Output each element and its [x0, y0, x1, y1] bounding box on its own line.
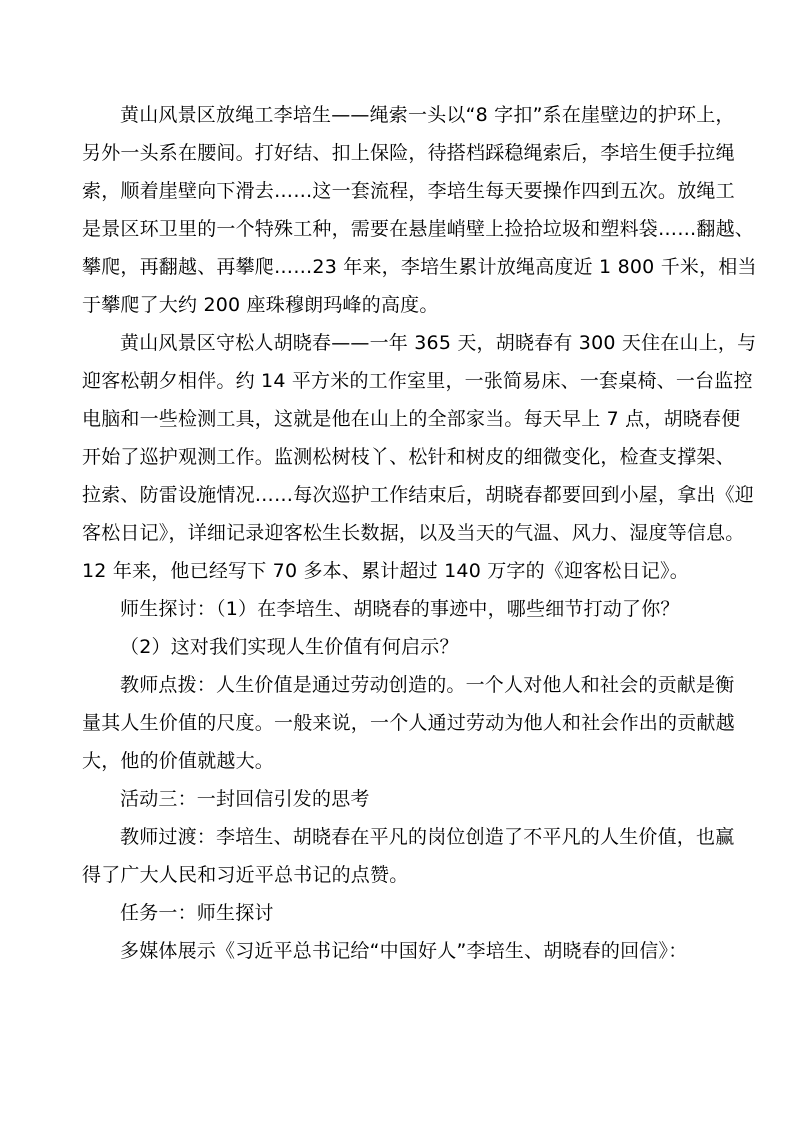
- text-line: 12 年来，他已经写下 70 多本、累计超过 140 万字的《迎客松日记》。: [82, 560, 689, 582]
- text-line: 迎客松朝夕相伴。约 14 平方米的工作室里，一张简易床、一套桌椅、一台监控: [82, 370, 753, 392]
- text-line: 黄山风景区放绳工李培生——绳索一头以“8 字扣”系在崖壁边的护环上，: [120, 104, 735, 126]
- paragraph-teacher-guidance: [82, 666, 735, 780]
- paragraph-hu-xiaochun: [82, 324, 757, 590]
- text-line: 拉索、防雷设施情况……每次巡护工作结束后，胡晓春都要回到小屋，拿出《迎: [82, 484, 755, 506]
- text-line: 教师点拨：人生价值是通过劳动创造的。一个人对他人和社会的贡献是衡: [120, 674, 735, 696]
- text-line: 于攀爬了大约 200 座珠穆朗玛峰的高度。: [82, 294, 439, 316]
- text-line: 客松日记》，详细记录迎客松生长数据，以及当天的气温、风力、湿度等信息。: [82, 522, 745, 544]
- text-line: 活动三：一封回信引发的思考: [120, 788, 370, 810]
- paragraph-task-one: [82, 894, 722, 932]
- text-line: 电脑和一些检测工具，这就是他在山上的全部家当。每天早上 7 点，胡晓春便: [82, 408, 741, 430]
- text-line: 攀爬，再翻越、再攀爬……23 年来，李培生累计放绳高度近 1 800 千米，相当: [82, 256, 757, 278]
- paragraph-teacher-transition: [82, 818, 735, 894]
- text-line: 多媒体展示《习近平总书记给“中国好人”李培生、胡晓春的回信》：: [120, 940, 688, 962]
- text-line: 大，他的价值就越大。: [82, 750, 275, 772]
- paragraph-li-peisheng: [82, 96, 757, 324]
- paragraph-activity-three: [82, 780, 722, 818]
- paragraph-discussion-question-2: [82, 628, 722, 666]
- paragraph-multimedia: [82, 932, 722, 970]
- text-line: 量其人生价值的尺度。一般来说，一个人通过劳动为他人和社会作出的贡献越: [82, 712, 735, 734]
- text-line: 开始了巡护观测工作。监测松树枝丫、松针和树皮的细微变化，检查支撑架、: [82, 446, 735, 468]
- text-line: 索，顺着崖壁向下滑去……这一套流程，李培生每天要操作四到五次。放绳工: [82, 180, 735, 202]
- text-line: 黄山风景区守松人胡晓春——一年 365 天，胡晓春有 300 天住在山上，与: [120, 332, 757, 354]
- document-body: [82, 96, 757, 970]
- paragraph-discussion-question-1: [82, 590, 722, 628]
- text-line: 任务一：师生探讨: [120, 902, 274, 924]
- text-line: 得了广大人民和习近平总书记的点赞。: [82, 864, 409, 886]
- text-line: 是景区环卫里的一个特殊工种，需要在悬崖峭壁上捡拾垃圾和塑料袋……翻越、: [82, 218, 755, 240]
- text-line: （2）这对我们实现人生价值有何启示？: [120, 636, 459, 658]
- text-line: 另外一头系在腰间。打好结、扣上保险，待搭档踩稳绳索后，李培生便手拉绳: [82, 142, 735, 164]
- text-line: 师生探讨：（1）在李培生、胡晓春的事迹中，哪些细节打动了你？: [120, 598, 680, 620]
- text-line: 教师过渡：李培生、胡晓春在平凡的岗位创造了不平凡的人生价值，也赢: [120, 826, 735, 848]
